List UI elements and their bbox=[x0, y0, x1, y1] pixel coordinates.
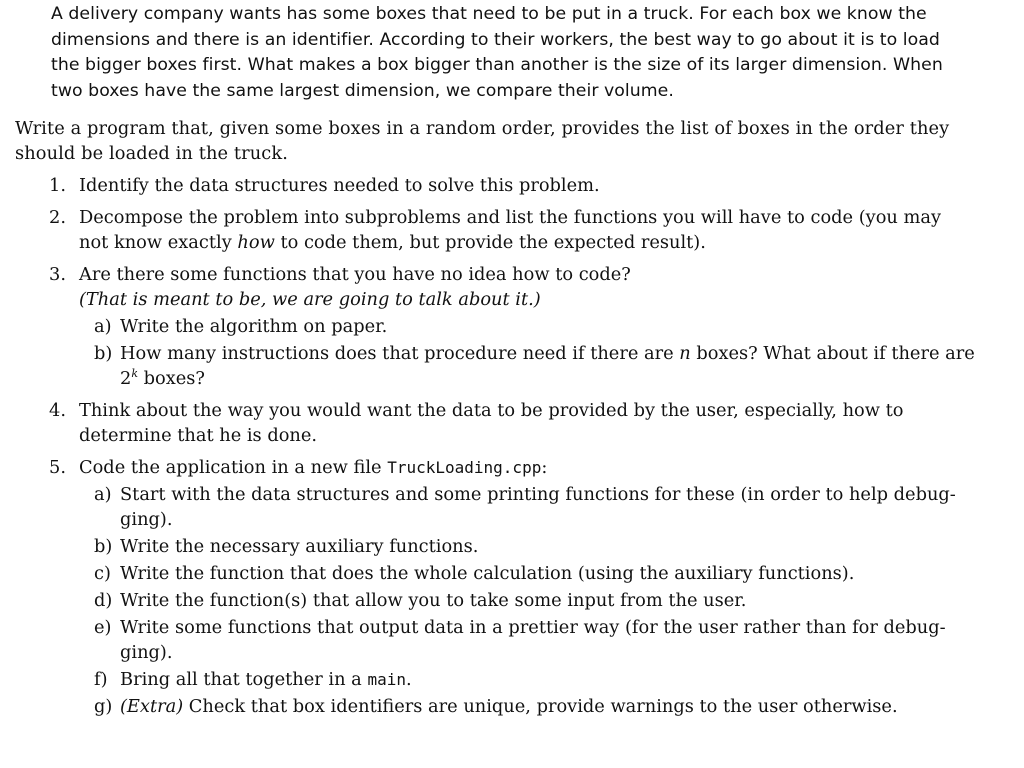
subquestion-label: a) bbox=[94, 316, 112, 337]
question-text: Decompose the problem into subproblems and list the functions you will have to code (you may not know exactly bbox=[79, 207, 942, 253]
subquestion-3b bbox=[79, 341, 975, 391]
subquestion-text: Start with the data structures and some printing functions for these (in order to help debug- ging). bbox=[120, 484, 956, 530]
subquestion-label: c) bbox=[94, 563, 111, 584]
question-text: Think about the way you would want the data to be provided by the user, especially, how to determine that he is done. bbox=[79, 400, 904, 446]
question-number: 2. bbox=[49, 207, 66, 228]
question-5 bbox=[15, 455, 975, 719]
math-variable: n bbox=[679, 343, 691, 364]
subquestion-text: Write some functions that output data in a prettier way (for the user rather than for debug- ging). bbox=[120, 617, 946, 663]
subquestion-text: . bbox=[405, 669, 412, 690]
subquestion-label: e) bbox=[94, 617, 112, 638]
question-number: 1. bbox=[49, 175, 66, 196]
subquestion-label: f) bbox=[94, 669, 108, 690]
intro-paragraph: A delivery company wants has some boxes that need to be put in a truck. For each box we know the dimensions and there is an identifier. According to their workers, the best way to go about it is to load the bigger boxes first. What makes a box bigger than another is the size of its larger dimension. When two boxes have the same largest dimension, we compare their volume. bbox=[51, 4, 943, 101]
question-number: 5. bbox=[49, 457, 66, 478]
code-keyword: main bbox=[367, 670, 406, 689]
subquestion-text: boxes? What about if there are 2 bbox=[120, 343, 975, 389]
question-4 bbox=[15, 398, 975, 448]
subquestion-5a bbox=[79, 482, 975, 532]
lead-paragraph: Write a program that, given some boxes in a random order, provides the list of boxes in the order they should be loaded in the truck. bbox=[15, 118, 950, 164]
subquestion-5b bbox=[79, 534, 975, 559]
question-text: Code the application in a new file bbox=[79, 457, 388, 478]
subquestion-text: Bring all that together in a bbox=[120, 669, 368, 690]
subquestion-5f bbox=[79, 667, 975, 692]
emphasis-text: how bbox=[237, 232, 275, 253]
file-name: TruckLoading.cpp bbox=[387, 458, 542, 477]
subquestion-5e bbox=[79, 615, 975, 665]
question-list bbox=[15, 173, 975, 719]
question-number: 4. bbox=[49, 400, 66, 421]
question-text: Are there some functions that you have no idea how to code? bbox=[79, 264, 631, 285]
subquestion-label: a) bbox=[94, 484, 112, 505]
subquestion-text: Write the algorithm on paper. bbox=[120, 316, 388, 337]
subquestion-3a bbox=[79, 314, 975, 339]
extra-tag: (Extra) bbox=[120, 696, 184, 717]
question-3 bbox=[15, 262, 975, 391]
subquestion-label: b) bbox=[94, 536, 113, 557]
question-text: Identify the data structures needed to solve this problem. bbox=[79, 175, 600, 196]
subquestion-text: Write the function that does the whole calculation (using the auxiliary functions). bbox=[120, 563, 855, 584]
exercise-body bbox=[15, 116, 975, 726]
subquestion-text: boxes? bbox=[138, 368, 205, 389]
question-1 bbox=[15, 173, 975, 198]
math-exponent: k bbox=[131, 367, 138, 381]
subquestion-5g bbox=[79, 694, 975, 719]
subquestion-5d bbox=[79, 588, 975, 613]
question-note: (That is meant to be, we are going to talk about it.) bbox=[79, 289, 541, 310]
subquestion-label: b) bbox=[94, 343, 113, 364]
question-number: 3. bbox=[49, 264, 66, 285]
question-text: to code them, but provide the expected result). bbox=[274, 232, 706, 253]
subquestion-text: Write the necessary auxiliary functions. bbox=[120, 536, 479, 557]
subquestion-text: How many instructions does that procedure need if there are bbox=[120, 343, 680, 364]
subquestion-5c bbox=[79, 561, 975, 586]
subquestion-list bbox=[79, 314, 975, 391]
subquestion-text: Write the function(s) that allow you to take some input from the user. bbox=[120, 590, 747, 611]
subquestion-list bbox=[79, 482, 975, 719]
question-text: : bbox=[541, 457, 548, 478]
question-2 bbox=[15, 205, 975, 255]
subquestion-label: g) bbox=[94, 696, 113, 717]
subquestion-text: Check that box identifiers are unique, provide warnings to the user otherwise. bbox=[183, 696, 898, 717]
subquestion-label: d) bbox=[94, 590, 113, 611]
